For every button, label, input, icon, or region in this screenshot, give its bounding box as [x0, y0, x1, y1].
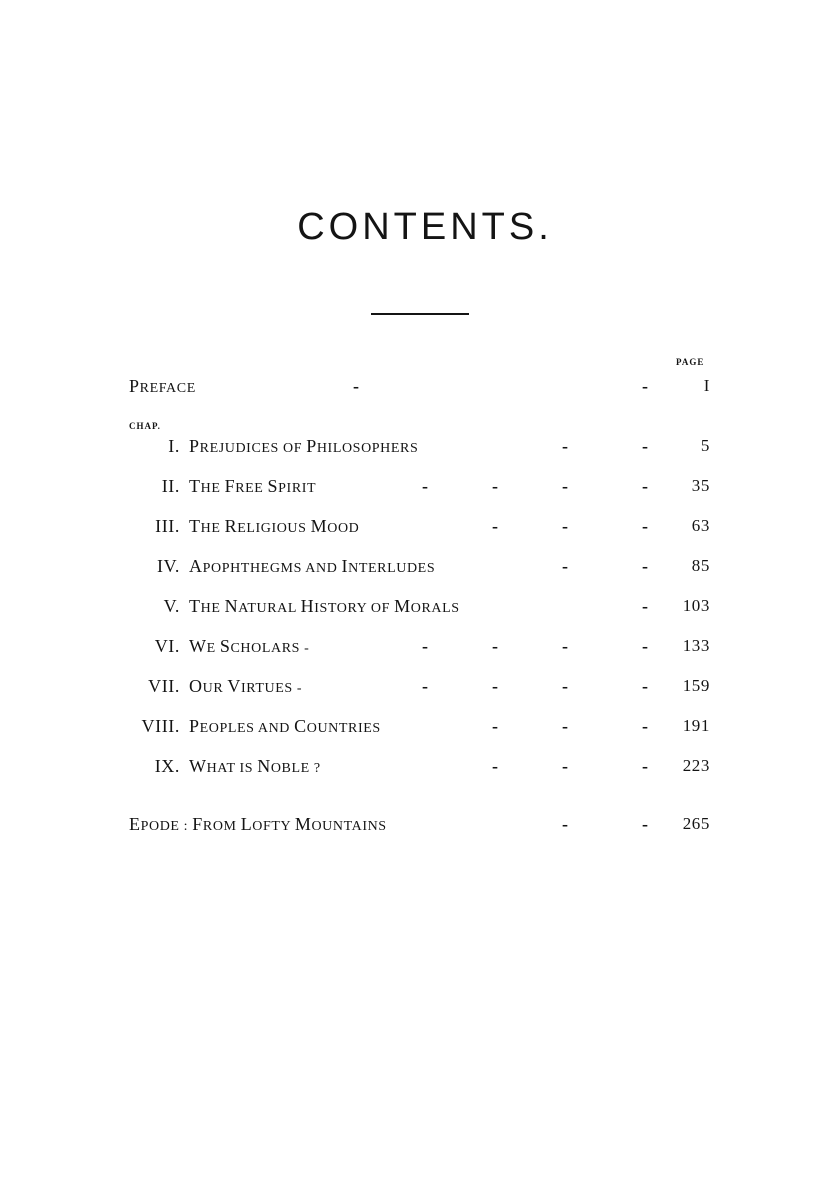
chapter-number: III.	[155, 516, 180, 536]
leader-dot: -	[642, 476, 649, 496]
leader-dot: -	[492, 676, 499, 696]
leader-dot: -	[562, 516, 569, 536]
page-number: 133	[682, 636, 710, 655]
leader-dot: -	[642, 814, 649, 834]
toc-entry-chapter	[0, 472, 840, 500]
toc-entry-chapter	[0, 512, 840, 540]
page-number: 85	[691, 556, 710, 575]
toc-entry-chapter	[0, 632, 840, 660]
toc-entry-chapter	[0, 712, 840, 740]
leader-dot: -	[562, 636, 569, 656]
leader-dot: -	[642, 596, 649, 616]
toc-entry-preface	[0, 372, 840, 400]
chapter-number: IX.	[154, 756, 180, 776]
page-number: 5	[700, 436, 710, 455]
chapter-number: V.	[163, 596, 180, 616]
leader-dot: -	[492, 716, 499, 736]
toc-entry-chapter	[0, 552, 840, 580]
leader-dot: -	[642, 436, 649, 456]
page-number: I	[703, 376, 710, 395]
leader-dot: -	[642, 556, 649, 576]
entry-title: PREJUDICES OF PHILOSOPHERS	[189, 436, 419, 456]
chapter-number: VIII.	[141, 716, 180, 736]
leader-dot: -	[492, 516, 499, 536]
chapter-number: I.	[168, 436, 180, 456]
entry-title: WHAT IS NOBLE ?	[189, 756, 321, 776]
leader-dot: -	[642, 756, 649, 776]
leader-dot: -	[562, 436, 569, 456]
leader-dot: -	[642, 676, 649, 696]
entry-title: PREFACE	[129, 376, 196, 396]
entry-title: THE RELIGIOUS MOOD	[189, 516, 360, 536]
leader-dot: -	[642, 376, 649, 396]
leader-dot: -	[562, 756, 569, 776]
page-title: CONTENTS.	[297, 206, 553, 248]
toc-entry-chapter	[0, 752, 840, 780]
chapter-number: VII.	[148, 676, 180, 696]
entry-title: EPODE : FROM LOFTY MOUNTAINS	[129, 814, 387, 834]
leader-dot: -	[562, 814, 569, 834]
leader-dot: -	[562, 716, 569, 736]
toc-entry-epode	[0, 810, 840, 838]
entry-title: THE FREE SPIRIT	[189, 476, 317, 496]
page-number: 103	[682, 596, 710, 615]
leader-dot: -	[353, 376, 360, 396]
leader-dot: -	[492, 476, 499, 496]
chapter-column-header: CHAP.	[129, 421, 161, 431]
entry-title: OUR VIRTUES -	[189, 676, 303, 696]
entry-title: PEOPLES AND COUNTRIES	[189, 716, 381, 736]
page-number: 191	[682, 716, 710, 735]
leader-dot: -	[562, 676, 569, 696]
page-number: 265	[682, 814, 710, 833]
leader-dot: -	[422, 636, 429, 656]
toc-entry-chapter	[0, 592, 840, 620]
leader-dot: -	[642, 716, 649, 736]
chapter-number: II.	[161, 476, 180, 496]
leader-dot: -	[492, 636, 499, 656]
title-rule	[371, 313, 469, 315]
page-column-header: PAGE	[676, 357, 705, 367]
toc-entry-chapter	[0, 432, 840, 460]
leader-dot: -	[422, 476, 429, 496]
leader-dot: -	[642, 516, 649, 536]
leader-dot: -	[492, 756, 499, 776]
chapter-number: VI.	[154, 636, 180, 656]
chapter-number: IV.	[157, 556, 180, 576]
entry-title: APOPHTHEGMS AND INTERLUDES	[189, 556, 436, 576]
page-number: 35	[691, 476, 710, 495]
leader-dot: -	[422, 676, 429, 696]
entry-title: THE NATURAL HISTORY OF MORALS	[189, 596, 460, 616]
toc-entry-chapter	[0, 672, 840, 700]
leader-dot: -	[562, 476, 569, 496]
leader-dot: -	[642, 636, 649, 656]
page-number: 223	[682, 756, 710, 775]
leader-dot: -	[562, 556, 569, 576]
page-number: 159	[682, 676, 710, 695]
page-number: 63	[691, 516, 710, 535]
entry-title: WE SCHOLARS -	[189, 636, 310, 656]
